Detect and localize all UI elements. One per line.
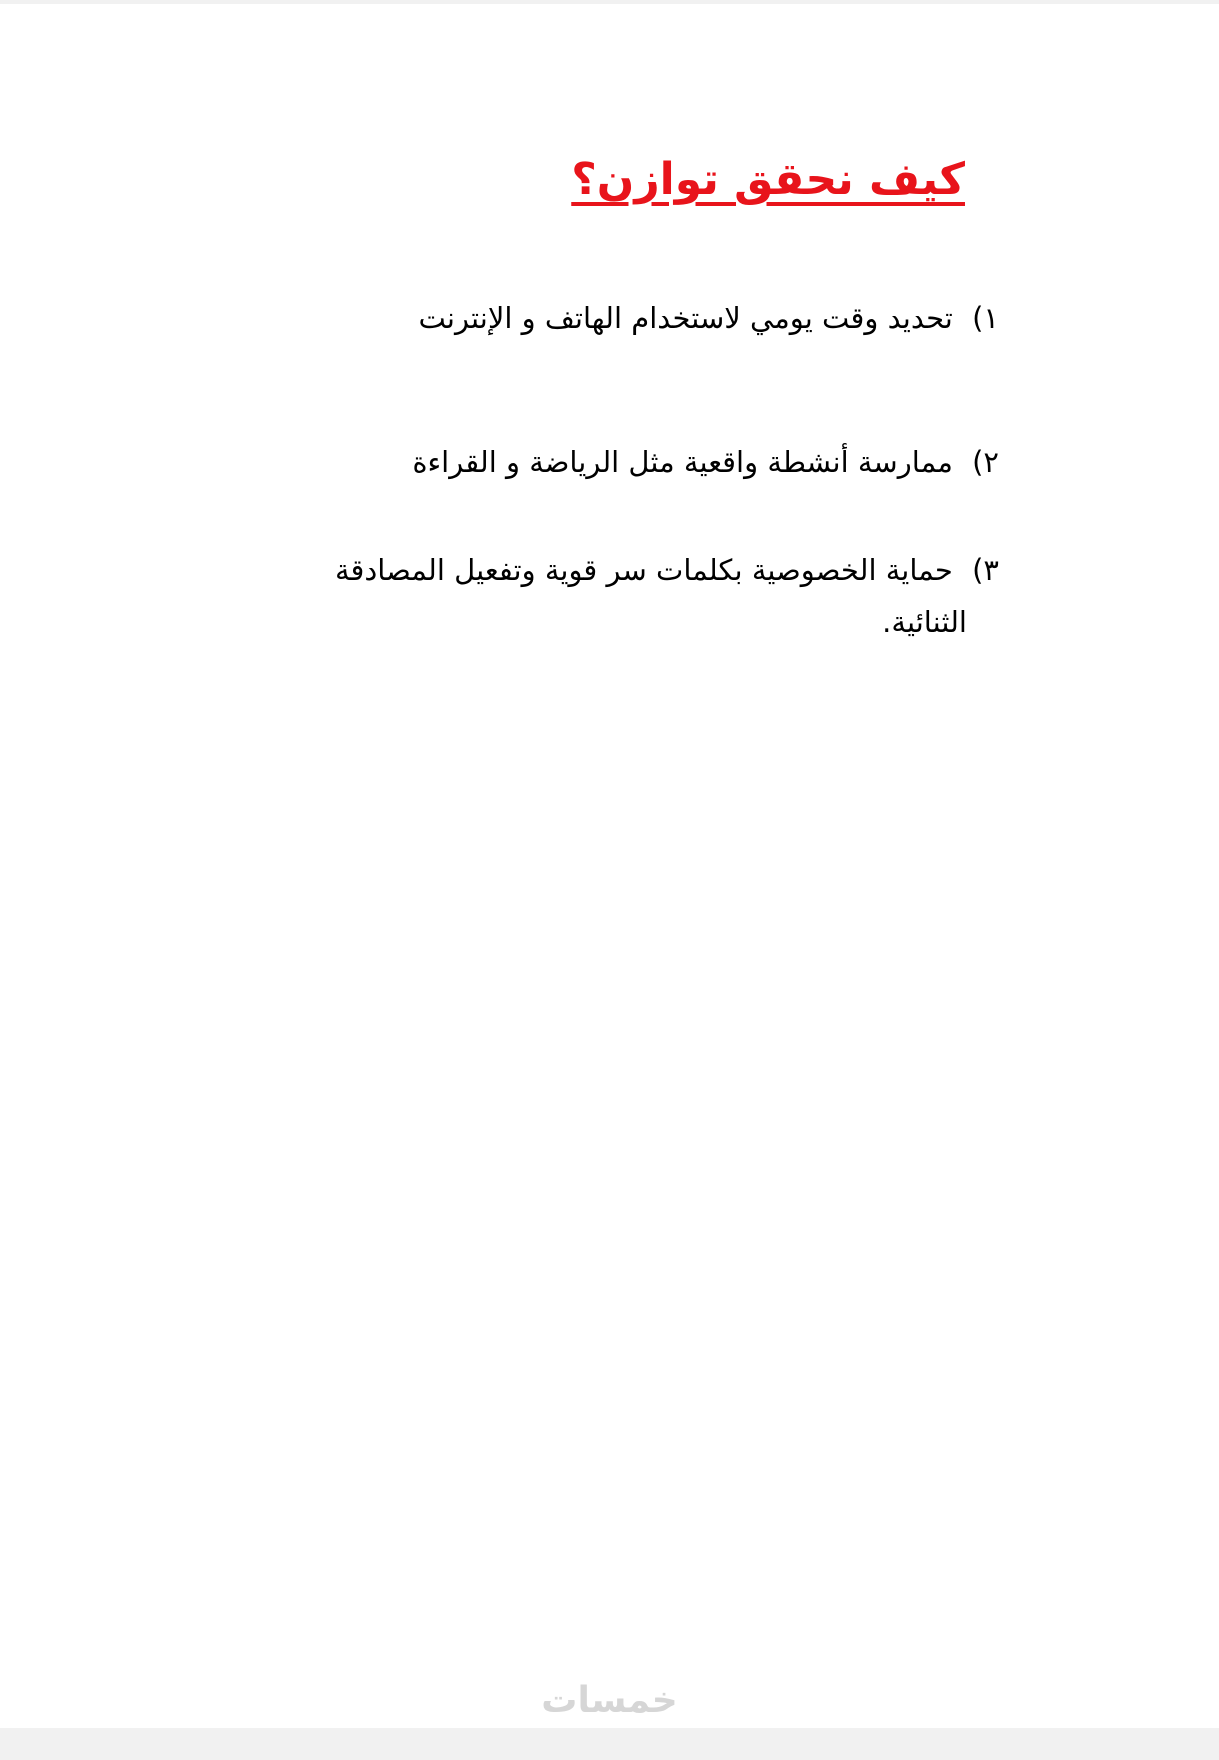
list-item-number: ١) xyxy=(972,301,999,335)
list-item-text: حماية الخصوصية بكلمات سر قوية وتفعيل المصادقة xyxy=(334,553,953,587)
bottom-border-strip xyxy=(0,1728,1219,1760)
list-item-number: ٣) xyxy=(972,553,999,587)
list-item xyxy=(412,436,999,488)
list-item xyxy=(418,292,999,344)
watermark-logo: خمسات xyxy=(541,1680,678,1721)
list-item-number: ٢) xyxy=(972,445,999,479)
page-title: كيف نحقق توازن؟ xyxy=(571,154,965,205)
list-item-text-continuation: الثنائية. xyxy=(882,605,967,639)
list-item-text: ممارسة أنشطة واقعية مثل الرياضة و القراءة xyxy=(412,445,953,479)
list-item-text: تحديد وقت يومي لاستخدام الهاتف و الإنترنت xyxy=(418,301,953,335)
top-border-strip xyxy=(0,0,1219,4)
list-item xyxy=(239,544,999,648)
